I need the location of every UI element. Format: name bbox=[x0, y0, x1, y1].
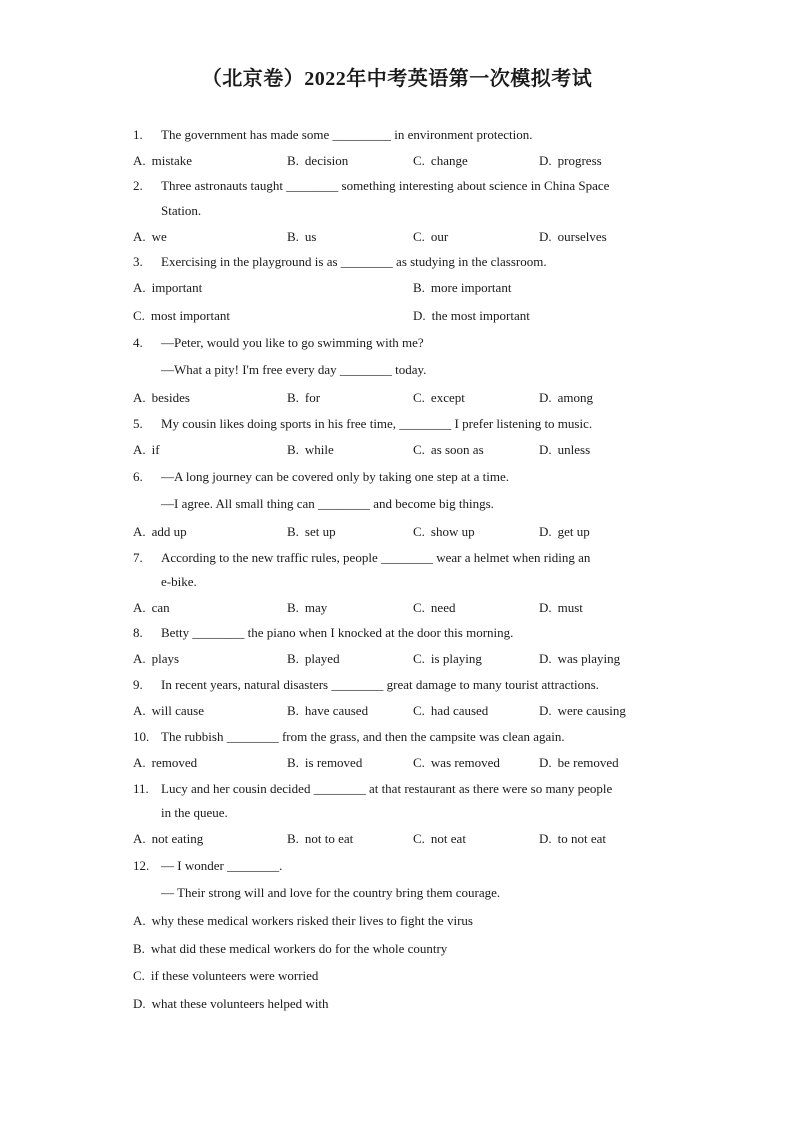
question-number: 10. bbox=[133, 729, 150, 744]
option-text: add up bbox=[151, 524, 187, 539]
question-stem: —What a pity! I'm free every day ________ today. bbox=[161, 362, 427, 377]
option-c bbox=[133, 308, 230, 324]
option-text: may bbox=[304, 600, 328, 615]
option-a bbox=[133, 600, 170, 616]
option-label: D. bbox=[539, 703, 552, 718]
option-label: A. bbox=[133, 831, 146, 846]
option-text: to not eat bbox=[557, 831, 607, 846]
option-label: C. bbox=[413, 600, 425, 615]
option-label: B. bbox=[287, 153, 299, 168]
option-label: A. bbox=[133, 390, 146, 405]
option-text: must bbox=[557, 600, 583, 615]
option-label: A. bbox=[133, 280, 146, 295]
option-label: A. bbox=[133, 153, 146, 168]
option-d bbox=[539, 651, 620, 667]
option-b bbox=[287, 755, 362, 771]
option-c bbox=[413, 524, 475, 540]
question-stem: Station. bbox=[161, 203, 202, 218]
option-label: C. bbox=[413, 755, 425, 770]
option-label: B. bbox=[133, 941, 145, 956]
option-text: if these volunteers were worried bbox=[150, 968, 319, 983]
question-number: 3. bbox=[133, 254, 143, 269]
option-b bbox=[413, 280, 511, 296]
option-label: A. bbox=[133, 651, 146, 666]
question-stem: —I agree. All small thing can ________ and become big things. bbox=[161, 496, 494, 511]
page-title: （北京卷）2022年中考英语第一次模拟考试 bbox=[201, 68, 593, 90]
option-label: C. bbox=[413, 229, 425, 244]
option-b bbox=[287, 153, 348, 169]
option-b bbox=[287, 390, 320, 406]
option-d bbox=[539, 703, 626, 719]
option-d bbox=[539, 831, 606, 847]
option-d bbox=[539, 524, 590, 540]
question-stem: My cousin likes doing sports in his free time, ________ I prefer listening to music. bbox=[161, 416, 593, 431]
option-label: B. bbox=[287, 831, 299, 846]
question-stem: Three astronauts taught ________ something interesting about science in China Space bbox=[161, 178, 610, 193]
option-label: C. bbox=[413, 651, 425, 666]
option-a bbox=[133, 831, 203, 847]
option-text: were causing bbox=[557, 703, 626, 718]
question-number: 2. bbox=[133, 178, 143, 193]
option-d bbox=[539, 600, 583, 616]
option-label: C. bbox=[413, 703, 425, 718]
option-text: get up bbox=[557, 524, 590, 539]
question-number: 5. bbox=[133, 416, 143, 431]
option-label: C. bbox=[413, 390, 425, 405]
option-label: A. bbox=[133, 913, 146, 928]
option-text: need bbox=[430, 600, 456, 615]
option-a bbox=[133, 651, 179, 667]
option-text: not eat bbox=[430, 831, 466, 846]
option-text: mistake bbox=[151, 153, 193, 168]
question-stem: — Their strong will and love for the country bring them courage. bbox=[161, 885, 501, 900]
option-a bbox=[133, 913, 473, 929]
option-label: B. bbox=[287, 703, 299, 718]
option-text: have caused bbox=[304, 703, 369, 718]
option-label: D. bbox=[539, 153, 552, 168]
option-text: important bbox=[151, 280, 203, 295]
question-number: 11. bbox=[133, 781, 149, 796]
option-label: A. bbox=[133, 600, 146, 615]
option-label: A. bbox=[133, 524, 146, 539]
option-text: among bbox=[557, 390, 594, 405]
option-b bbox=[287, 229, 316, 245]
question-stem: in the queue. bbox=[161, 805, 228, 820]
option-d bbox=[539, 442, 590, 458]
question-stem: Exercising in the playground is as ________ as studying in the classroom. bbox=[161, 254, 547, 269]
option-text: besides bbox=[151, 390, 190, 405]
option-label: B. bbox=[413, 280, 425, 295]
option-a bbox=[133, 390, 190, 406]
option-label: D. bbox=[413, 308, 426, 323]
question-stem: — I wonder ________. bbox=[161, 858, 283, 873]
question-stem: Lucy and her cousin decided ________ at that restaurant as there were so many people bbox=[161, 781, 613, 796]
option-label: D. bbox=[539, 390, 552, 405]
option-text: show up bbox=[430, 524, 475, 539]
option-label: B. bbox=[287, 600, 299, 615]
question-stem: According to the new traffic rules, people ________ wear a helmet when riding an bbox=[161, 550, 591, 565]
option-label: B. bbox=[287, 755, 299, 770]
option-label: D. bbox=[539, 600, 552, 615]
option-label: D. bbox=[539, 651, 552, 666]
option-text: not eating bbox=[151, 831, 204, 846]
option-text: except bbox=[430, 390, 465, 405]
question-stem: —A long journey can be covered only by taking one step at a time. bbox=[161, 469, 510, 484]
option-text: the most important bbox=[431, 308, 530, 323]
option-text: plays bbox=[151, 651, 180, 666]
option-c bbox=[413, 390, 465, 406]
option-text: had caused bbox=[430, 703, 489, 718]
option-d bbox=[413, 308, 530, 324]
option-text: set up bbox=[304, 524, 336, 539]
option-a bbox=[133, 755, 197, 771]
option-label: D. bbox=[133, 996, 146, 1011]
option-a bbox=[133, 524, 187, 540]
option-label: A. bbox=[133, 755, 146, 770]
option-label: D. bbox=[539, 755, 552, 770]
option-text: be removed bbox=[557, 755, 619, 770]
option-text: while bbox=[304, 442, 334, 457]
option-c bbox=[413, 651, 482, 667]
option-text: us bbox=[304, 229, 317, 244]
question-stem: The government has made some _________ in environment protection. bbox=[161, 127, 533, 142]
option-text: what did these medical workers do for the whole country bbox=[150, 941, 448, 956]
option-text: progress bbox=[557, 153, 602, 168]
option-text: played bbox=[304, 651, 340, 666]
option-text: was removed bbox=[430, 755, 500, 770]
option-text: we bbox=[151, 229, 167, 244]
option-text: if bbox=[151, 442, 160, 457]
option-d bbox=[539, 390, 593, 406]
option-b bbox=[287, 651, 340, 667]
option-label: D. bbox=[539, 442, 552, 457]
option-a bbox=[133, 280, 202, 296]
option-text: change bbox=[430, 153, 468, 168]
option-label: B. bbox=[287, 390, 299, 405]
option-text: as soon as bbox=[430, 442, 484, 457]
option-b bbox=[287, 524, 336, 540]
question-number: 4. bbox=[133, 335, 143, 350]
option-text: our bbox=[430, 229, 449, 244]
option-a bbox=[133, 153, 192, 169]
option-b bbox=[287, 703, 368, 719]
option-b bbox=[287, 831, 353, 847]
option-label: C. bbox=[133, 968, 145, 983]
option-text: can bbox=[151, 600, 170, 615]
option-d bbox=[133, 996, 329, 1012]
question-stem: In recent years, natural disasters ________ great damage to many tourist attractions. bbox=[161, 677, 599, 692]
option-text: most important bbox=[150, 308, 231, 323]
option-a bbox=[133, 442, 160, 458]
option-text: will cause bbox=[151, 703, 204, 718]
option-text: decision bbox=[304, 153, 349, 168]
option-c bbox=[413, 755, 500, 771]
option-label: B. bbox=[287, 651, 299, 666]
option-label: C. bbox=[413, 524, 425, 539]
option-text: more important bbox=[430, 280, 512, 295]
option-label: C. bbox=[413, 831, 425, 846]
question-number: 8. bbox=[133, 625, 143, 640]
option-c bbox=[413, 831, 466, 847]
option-text: is playing bbox=[430, 651, 482, 666]
option-c bbox=[413, 229, 448, 245]
question-stem: —Peter, would you like to go swimming with me? bbox=[161, 335, 424, 350]
option-text: removed bbox=[151, 755, 198, 770]
option-text: for bbox=[304, 390, 321, 405]
question-number: 1. bbox=[133, 127, 143, 142]
option-label: C. bbox=[413, 442, 425, 457]
option-text: is removed bbox=[304, 755, 363, 770]
option-label: D. bbox=[539, 831, 552, 846]
option-text: not to eat bbox=[304, 831, 354, 846]
option-text: unless bbox=[557, 442, 591, 457]
option-label: A. bbox=[133, 703, 146, 718]
question-number: 9. bbox=[133, 677, 143, 692]
option-label: D. bbox=[539, 524, 552, 539]
option-text: why these medical workers risked their lives to fight the virus bbox=[151, 913, 473, 928]
question-number: 6. bbox=[133, 469, 143, 484]
option-text: ourselves bbox=[557, 229, 607, 244]
option-b bbox=[287, 442, 334, 458]
option-b bbox=[133, 941, 447, 957]
option-c bbox=[413, 442, 484, 458]
option-text: what these volunteers helped with bbox=[151, 996, 329, 1011]
option-c bbox=[413, 153, 468, 169]
option-label: B. bbox=[287, 229, 299, 244]
option-label: A. bbox=[133, 229, 146, 244]
option-b bbox=[287, 600, 327, 616]
question-number: 7. bbox=[133, 550, 143, 565]
option-c bbox=[413, 703, 488, 719]
option-label: B. bbox=[287, 524, 299, 539]
option-label: C. bbox=[413, 153, 425, 168]
option-d bbox=[539, 153, 602, 169]
option-label: D. bbox=[539, 229, 552, 244]
option-label: B. bbox=[287, 442, 299, 457]
question-stem: e-bike. bbox=[161, 574, 197, 589]
option-a bbox=[133, 703, 204, 719]
option-c bbox=[133, 968, 318, 984]
question-stem: The rubbish ________ from the grass, and then the campsite was clean again. bbox=[161, 729, 565, 744]
option-label: C. bbox=[133, 308, 145, 323]
question-stem: Betty ________ the piano when I knocked at the door this morning. bbox=[161, 625, 514, 640]
question-number: 12. bbox=[133, 858, 150, 873]
option-text: was playing bbox=[557, 651, 621, 666]
option-d bbox=[539, 229, 607, 245]
option-a bbox=[133, 229, 167, 245]
option-d bbox=[539, 755, 619, 771]
option-c bbox=[413, 600, 455, 616]
option-label: A. bbox=[133, 442, 146, 457]
